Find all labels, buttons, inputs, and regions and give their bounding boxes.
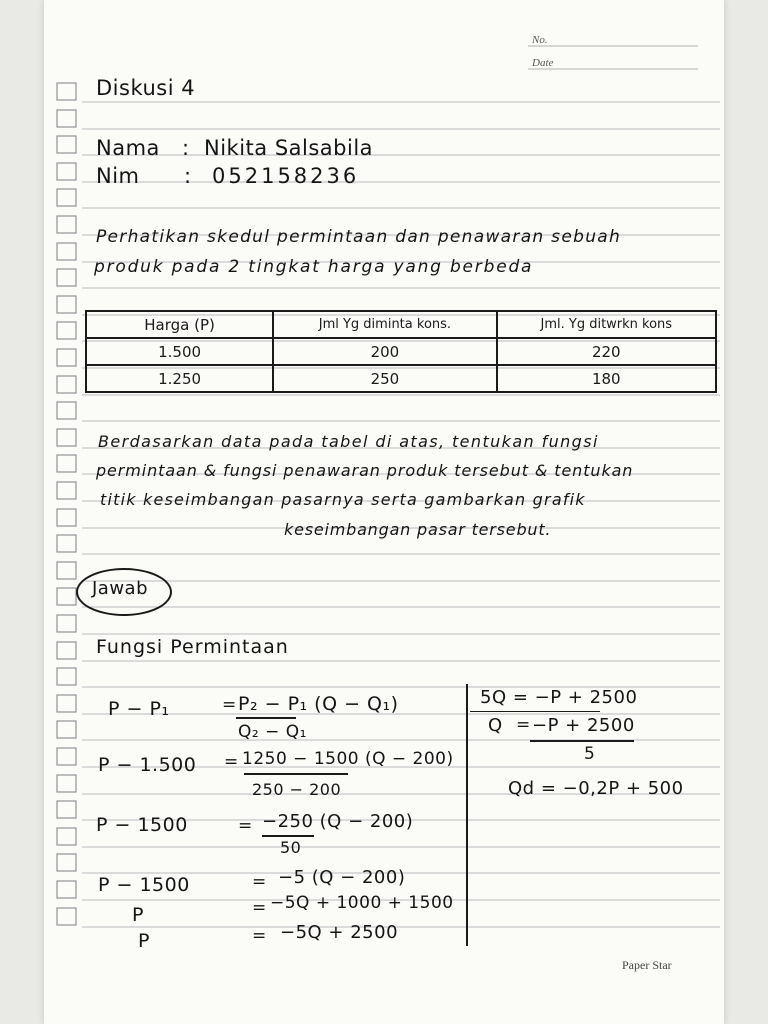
notebook-page	[44, 0, 724, 1024]
checkbox-icon	[57, 535, 76, 552]
right-fraction-bar	[530, 740, 634, 742]
row6-eq: =	[252, 926, 267, 946]
row2-numerator: 1250 − 1500 (Q − 200)	[242, 749, 454, 769]
row1-eq: =	[222, 695, 237, 715]
checkbox-icon	[57, 110, 76, 127]
right-line-1: 5Q = −P + 2500	[480, 687, 638, 708]
row6-rhs: −5Q + 2500	[280, 922, 399, 943]
checkbox-icon	[57, 908, 76, 925]
checkbox-icon	[57, 163, 76, 180]
checkbox-icon	[57, 881, 76, 898]
nim-label: Nim	[96, 164, 140, 188]
checkbox-icon	[57, 748, 76, 765]
checkbox-icon	[57, 269, 76, 286]
page-title: Diskusi 4	[96, 76, 196, 100]
table-row	[86, 365, 716, 392]
row3-eq: =	[238, 816, 253, 836]
header-jml-diminta: Jml Yg diminta kons.	[273, 311, 496, 338]
nama-separator: :	[182, 136, 190, 160]
right-line-2-den: 5	[584, 744, 596, 764]
checkbox-icon	[57, 509, 76, 526]
row4-lhs: P − 1500	[98, 874, 190, 896]
checkbox-icon	[57, 429, 76, 446]
date-label: Date	[532, 57, 554, 69]
brand-footer: Paper Star	[622, 958, 672, 972]
row6-lhs: P	[138, 930, 150, 952]
cell-demand: 200	[273, 338, 496, 365]
row5-lhs: P	[132, 904, 144, 926]
checkbox-icon	[57, 615, 76, 632]
right-line-2-eq: =	[516, 715, 531, 735]
checkbox-icon	[57, 322, 76, 339]
schedule-table	[85, 310, 717, 393]
column-divider	[466, 684, 468, 946]
section-title: Fungsi Permintaan	[96, 636, 289, 658]
checkbox-icon	[57, 83, 76, 100]
row3-numerator: −250 (Q − 200)	[262, 811, 414, 832]
checkbox-icon	[57, 721, 76, 738]
checkbox-icon	[57, 349, 76, 366]
checkbox-icon	[57, 588, 76, 605]
checkbox-icon	[57, 482, 76, 499]
header-jml-ditawarkan: Jml. Yg ditwrkn kons	[497, 311, 716, 338]
row3-fraction-bar	[262, 835, 314, 837]
nama-value: Nikita Salsabila	[204, 136, 374, 160]
row1-numerator: P₂ − P₁ (Q − Q₁)	[238, 693, 399, 715]
right-line-2-lhs: Q	[488, 715, 503, 736]
checkbox-icon	[57, 136, 76, 153]
checkbox-icon	[57, 376, 76, 393]
checkbox-icon	[57, 642, 76, 659]
checkbox-icon	[57, 243, 76, 260]
nim-value: 052158236	[212, 164, 360, 188]
checkbox-icon	[57, 296, 76, 313]
checkbox-icon	[57, 562, 76, 579]
right-line-2-num: −P + 2500	[532, 715, 635, 736]
checkbox-icon	[57, 801, 76, 818]
row2-fraction-bar	[244, 773, 348, 775]
cell-supply: 180	[497, 365, 716, 392]
checkbox-icon	[57, 455, 76, 472]
question-line-1: Berdasarkan data pada tabel di atas, tentukan fungsi	[98, 432, 599, 451]
question-line-3: titik keseimbangan pasarnya serta gambarkan grafik	[100, 490, 586, 509]
checkbox-icon	[57, 775, 76, 792]
checkbox-icon	[57, 854, 76, 871]
row5-rhs: −5Q + 1000 + 1500	[270, 893, 454, 913]
no-label: No.	[532, 34, 548, 46]
row3-denominator: 50	[280, 838, 302, 857]
checkbox-icon	[57, 216, 76, 233]
question-line-2: permintaan & fungsi penawaran produk tersebut & tentukan	[96, 461, 634, 480]
row1-denominator: Q₂ − Q₁	[238, 722, 307, 742]
row3-lhs: P − 1500	[96, 814, 188, 836]
cell-demand: 250	[273, 365, 496, 392]
row2-eq: =	[224, 752, 239, 772]
nama-label: Nama	[96, 136, 160, 160]
cell-price: 1.500	[86, 338, 273, 365]
checkbox-icon	[57, 828, 76, 845]
row2-lhs: P − 1.500	[98, 754, 197, 776]
checkbox-icon	[57, 189, 76, 206]
table-row	[86, 338, 716, 365]
table-header-row	[86, 311, 716, 338]
row4-eq: =	[252, 872, 267, 892]
checkbox-icon	[57, 402, 76, 419]
checkbox-icon	[57, 668, 76, 685]
checkbox-icon	[57, 695, 76, 712]
nim-separator: :	[184, 164, 192, 188]
row1-lhs: P − P₁	[108, 698, 170, 720]
answer-label: Jawab	[92, 578, 149, 599]
row2-denominator: 250 − 200	[252, 780, 342, 799]
cell-supply: 220	[497, 338, 716, 365]
row4-rhs: −5 (Q − 200)	[278, 867, 406, 888]
header-harga: Harga (P)	[86, 311, 273, 338]
row5-eq: =	[252, 898, 267, 918]
intro-line-2: produk pada 2 tingkat harga yang berbeda	[94, 257, 534, 277]
right-underline	[470, 711, 600, 712]
row1-fraction-bar	[236, 717, 296, 719]
intro-line-1: Perhatikan skedul permintaan dan penawaran sebuah	[96, 227, 622, 247]
cell-price: 1.250	[86, 365, 273, 392]
question-line-4: keseimbangan pasar tersebut.	[284, 520, 552, 539]
right-line-3: Qd = −0,2P + 500	[508, 778, 684, 799]
